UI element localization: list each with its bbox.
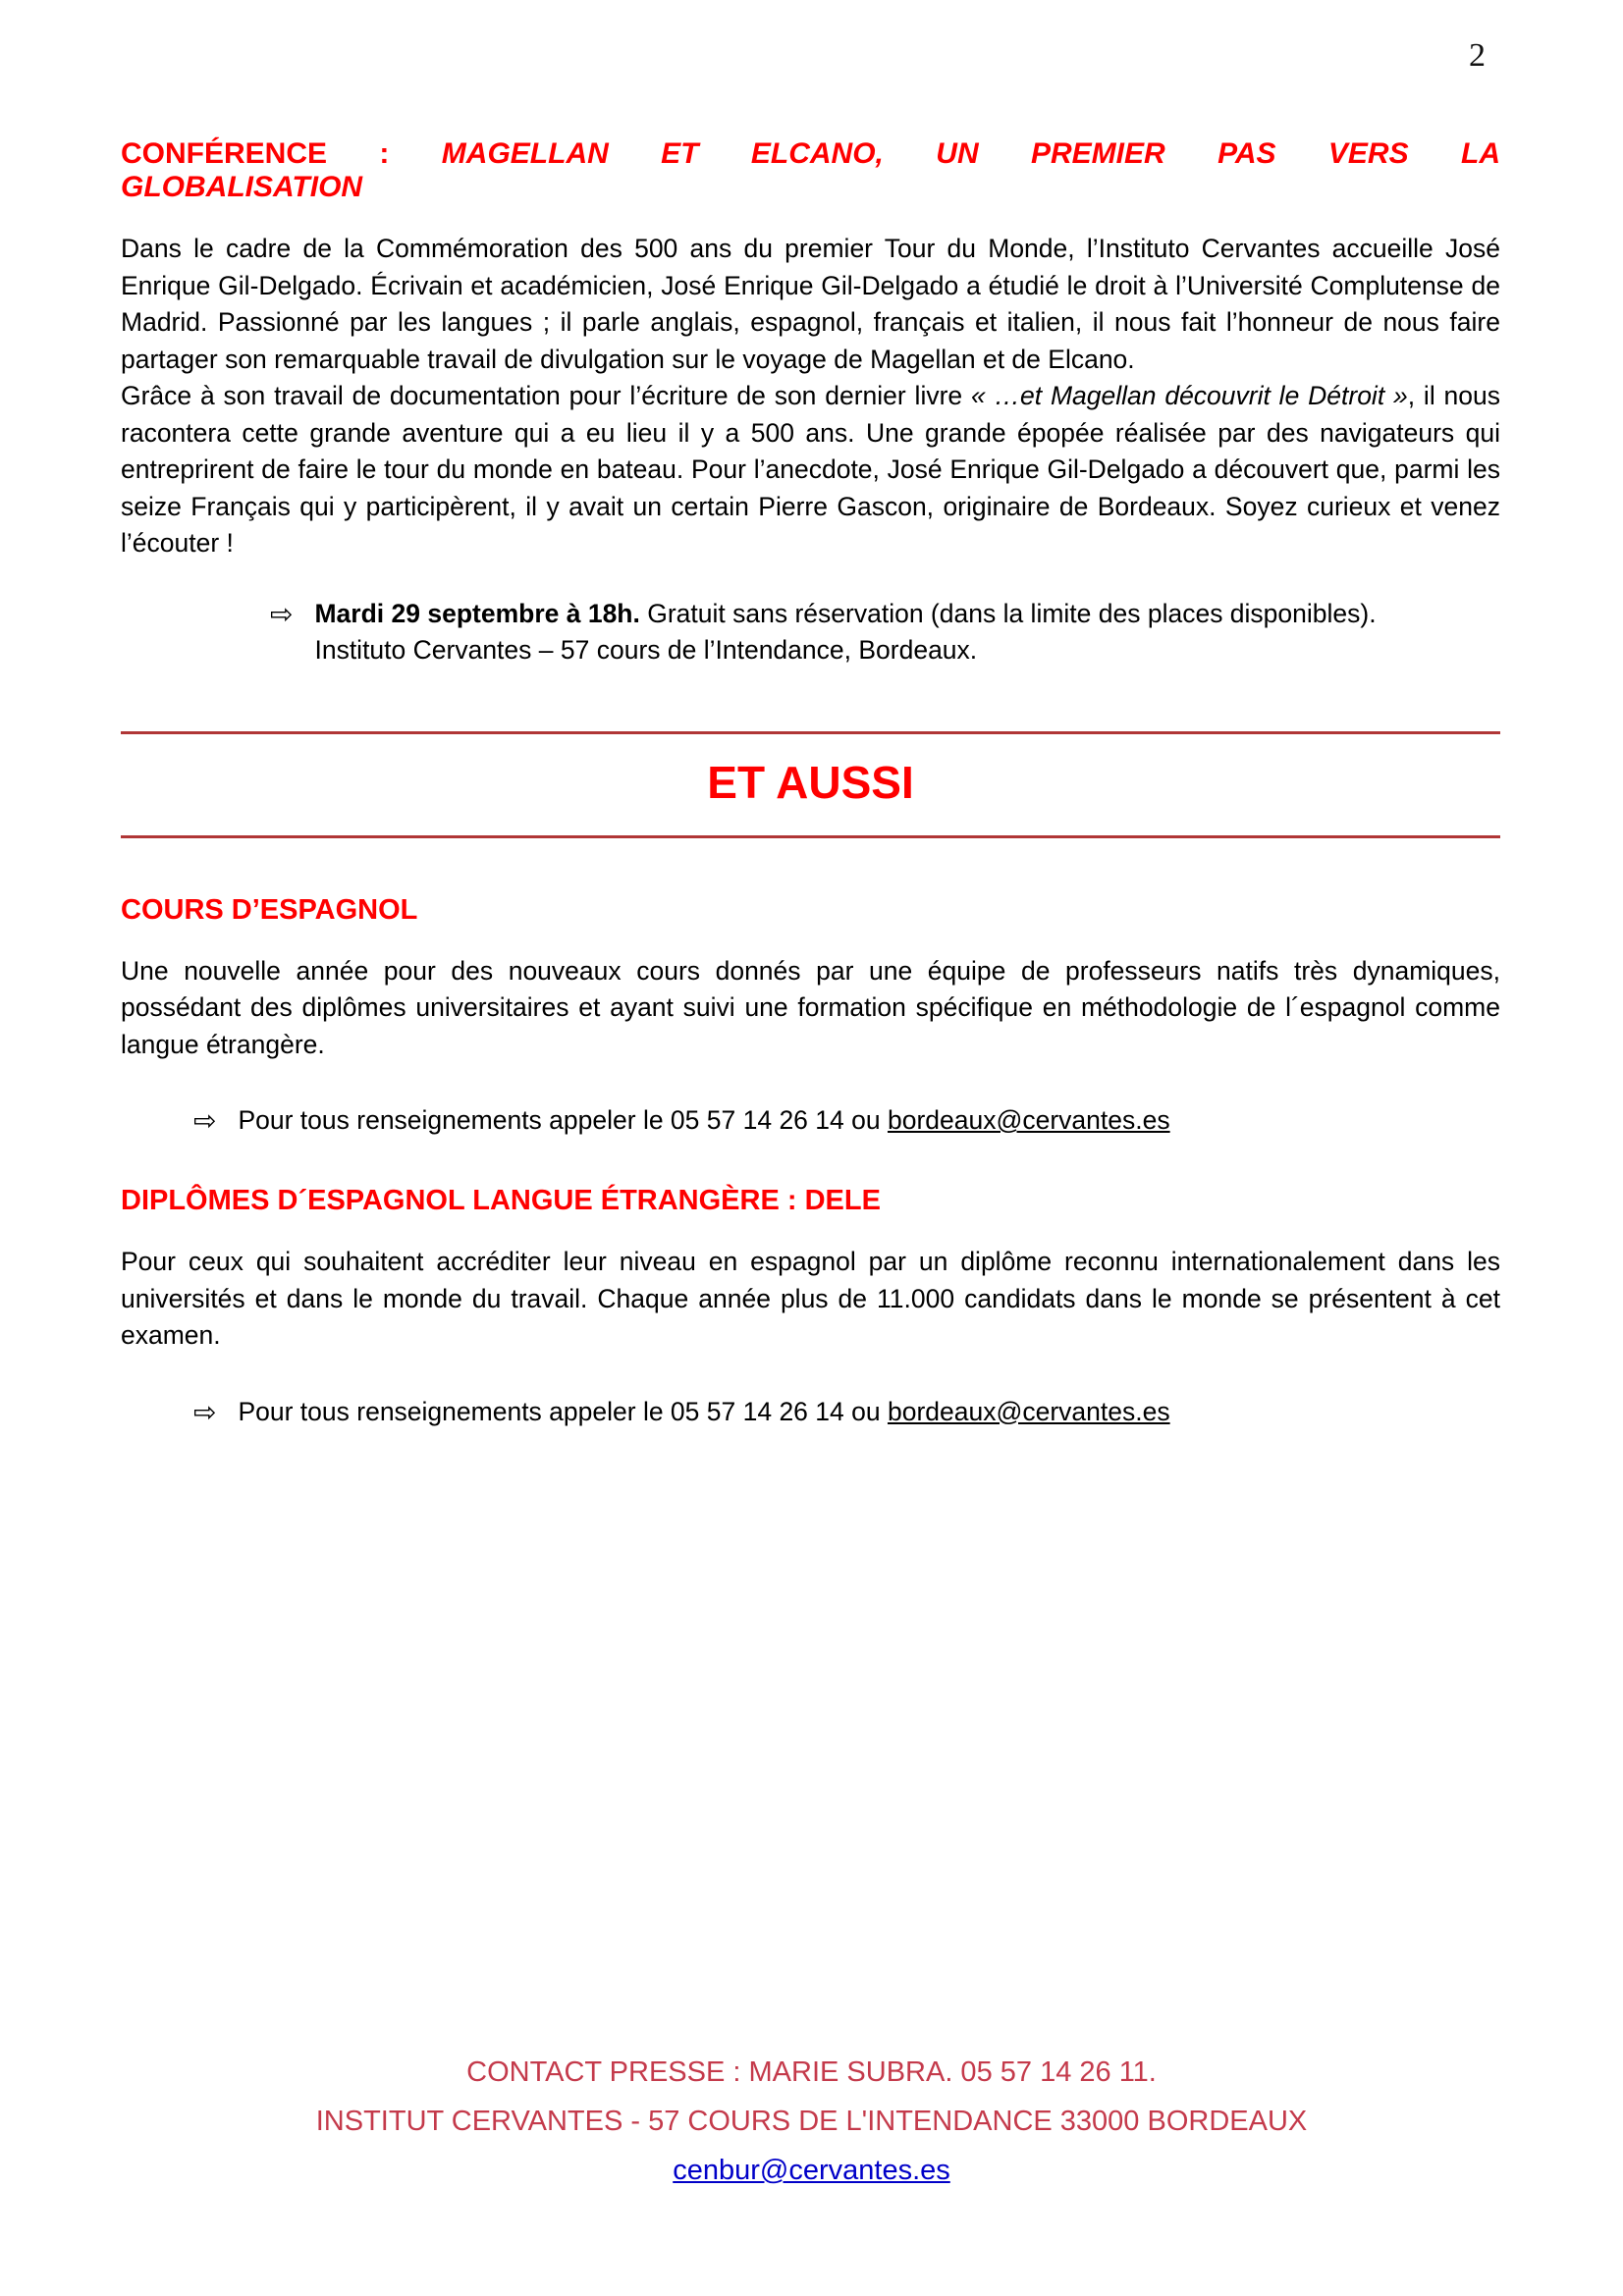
cours-paragraph: Une nouvelle année pour des nouveaux cours donnés par une équipe de professeurs natifs très dynamiques, possédant des diplômes universitaires et ayant suivi une formation spécifique en méthodologie de l´espagnol comme langue étrangère. [121, 955, 1500, 1059]
cours-info-bullet [121, 1102, 1500, 1139]
paragraph-2-text-after: , il nous racontera cette grande aventure qui a eu lieu il y a 500 ans. Une grande épopée réalisée par des navigateurs qui entreprirent de faire le tour du monde en bateau. Pour l’anecdote, José Enrique Gil-Delgado a découvert que, parmi les seize Français qui y participèrent, il y avait un certain Pierre Gascon, originaire de Bordeaux. Soyez curieux et venez l’écouter ! [121, 381, 1500, 558]
cenbur-email-link[interactable]: cenbur@cervantes.es [673, 2155, 950, 2186]
et-aussi-title: ET AUSSI [707, 756, 914, 808]
dele-body [121, 1244, 1500, 1355]
separator-line-bottom [121, 835, 1500, 838]
page-number: 2 [1469, 37, 1486, 74]
event-location: Instituto Cervantes – 57 cours de l’Intendance, Bordeaux. [314, 634, 978, 665]
arrow-bullet-icon: ⇨ [270, 597, 294, 630]
separator-line-top [121, 731, 1500, 734]
paragraph-2-text: Grâce à son travail de documentation pour l’écriture de son dernier livre [121, 381, 971, 410]
conference-body [121, 231, 1500, 562]
event-datetime: Mardi 29 septembre à 18h. [314, 598, 640, 628]
conference-heading [121, 137, 1500, 204]
cours-info-text [238, 1102, 1169, 1139]
event-bullet [121, 596, 1500, 668]
dele-heading: DIPLÔMES D´ESPAGNOL LANGUE ÉTRANGÈRE : DELE [121, 1185, 881, 1216]
bordeaux-email-link[interactable]: bordeaux@cervantes.es [887, 1396, 1170, 1426]
page-content [121, 137, 1500, 1430]
dele-paragraph: Pour ceux qui souhaitent accréditer leur niveau en espagnol par un diplôme reconnu internationalement dans les universités et dans le monde du travail. Chaque année plus de 11.000 candidats dans le monde se présentent à cet examen. [121, 1247, 1500, 1350]
footer-email-line [0, 2146, 1623, 2195]
conference-paragraph-2 [121, 378, 1500, 562]
event-bullet-text [314, 596, 1376, 668]
event-details: Gratuit sans réservation (dans la limite des places disponibles). [639, 598, 1377, 628]
book-title: « …et Magellan découvrit le Détroit » [970, 381, 1408, 410]
footer-address-line: INSTITUT CERVANTES - 57 COURS DE L'INTENDANCE 33000 BORDEAUX [315, 2106, 1308, 2137]
conference-heading-title-line1: MAGELLAN ET ELCANO, UN PREMIER PAS VERS LA [441, 137, 1500, 170]
dele-info-text [238, 1394, 1169, 1430]
press-footer [0, 2048, 1623, 2195]
conference-heading-title-line2: GLOBALISATION [121, 171, 363, 203]
footer-contact-line: CONTACT PRESSE : MARIE SUBRA. 05 57 14 26 11. [466, 2056, 1157, 2088]
dele-info-bullet [121, 1394, 1500, 1430]
arrow-bullet-icon: ⇨ [193, 1395, 217, 1428]
conference-heading-prefix: CONFÉRENCE : [121, 137, 442, 170]
cours-body [121, 953, 1500, 1064]
arrow-bullet-icon: ⇨ [193, 1104, 217, 1137]
dele-info-phone-text: Pour tous renseignements appeler le 05 57 14 26 14 ou [238, 1396, 888, 1426]
cours-heading: COURS D’ESPAGNOL [121, 893, 418, 926]
conference-paragraph-1: Dans le cadre de la Commémoration des 500 ans du premier Tour du Monde, l’Instituto Cervantes accueille José Enrique Gil-Delgado. Écrivain et académicien, José Enrique Gil-Delgado a étudié le droit à l’Université Complutense de Madrid. Passionné par les langues ; il parle anglais, espagnol, français et italien, il nous fait l’honneur de nous faire partager son remarquable travail de divulgation sur le voyage de Magellan et de Elcano. [121, 234, 1500, 374]
cours-info-phone-text: Pour tous renseignements appeler le 05 57 14 26 14 ou [238, 1105, 888, 1135]
bordeaux-email-link[interactable]: bordeaux@cervantes.es [887, 1105, 1170, 1135]
